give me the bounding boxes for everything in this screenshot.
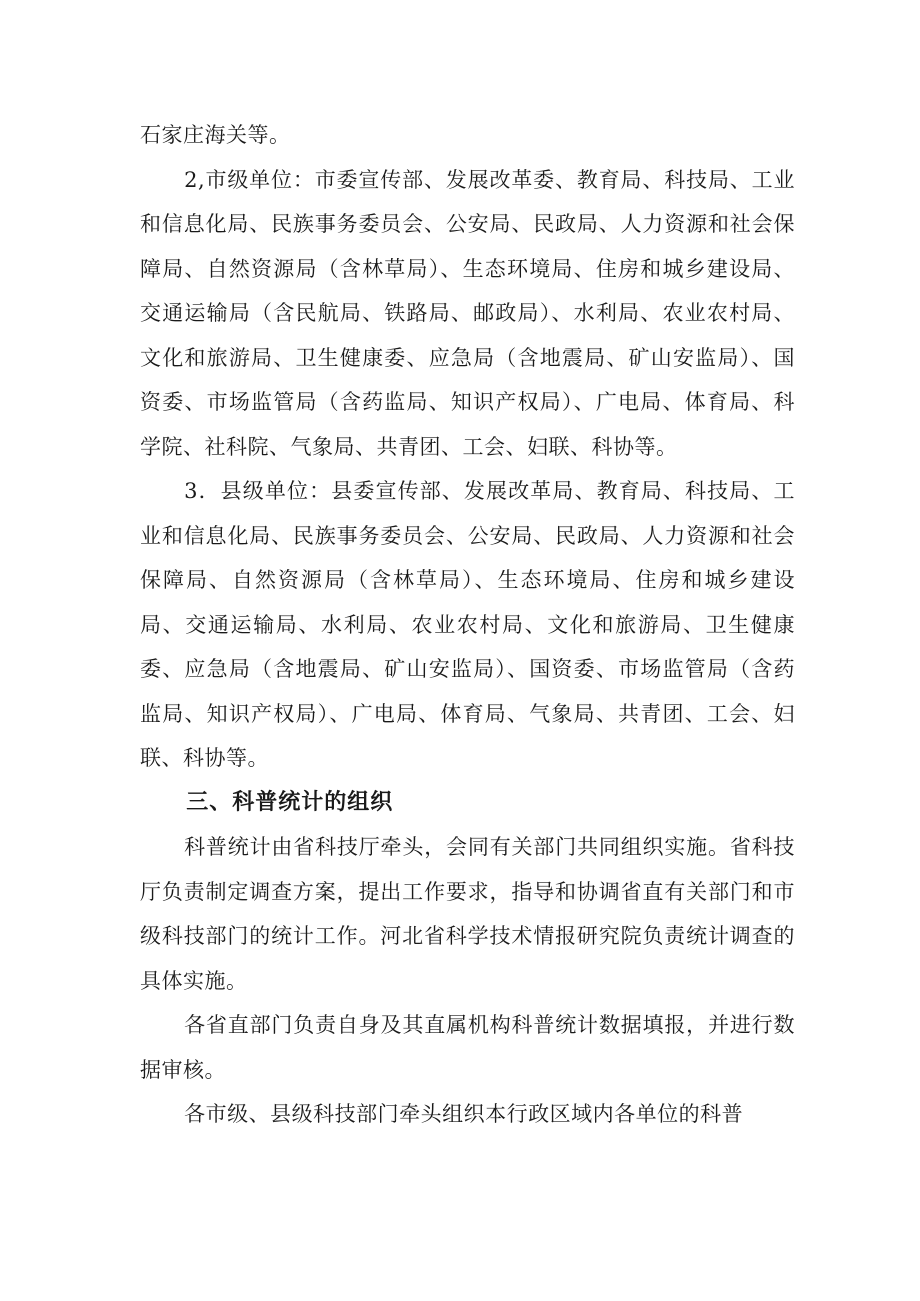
paragraph-provincial-departments: 各省直部门负责自身及其直属机构科普统计数据填报，并进行数据审核。 — [140, 1013, 795, 1082]
paragraph-city-units: 2,市级单位：市委宣传部、发展改革委、教育局、科技局、工业和信息化局、民族事务委员会、公安局、民政局、人力资源和社会保障局、自然资源局（含林草局）、生态环境局、住房和城乡建设局、交通运输局（含民航局、铁路局、邮政局）、水利局、农业农村局、文化和旅游局、卫生健康委、应急局（含地震局、矿山安监局）、国资委、市场监管局（含药监局、知识产权局）、广电局、体育局、科学院、社科院、气象局、共青团、工会、妇联、科协等。 — [140, 167, 795, 459]
document-body — [140, 113, 795, 1137]
paragraph-county-units: 3．县级单位：县委宣传部、发展改革局、教育局、科技局、工业和信息化局、民族事务委员会、公安局、民政局、人力资源和社会保障局、自然资源局（含林草局）、生态环境局、住房和城乡建设局、交通运输局、水利局、农业农村局、文化和旅游局、卫生健康委、应急局（含地震局、矿山安监局）、国资委、市场监管局（含药监局、知识产权局）、广电局、体育局、气象局、共青团、工会、妇联、科协等。 — [140, 479, 795, 770]
paragraph-continuation: 石家庄海关等。 — [140, 123, 291, 147]
section-heading-organization: 三、科普统计的组织 — [186, 789, 394, 815]
paragraph-organization: 科普统计由省科技厅牵头，会同有关部门共同组织实施。省科技厅负责制定调查方案，提出工作要求，指导和协调省直有关部门和市级科技部门的统计工作。河北省科学技术情报研究院负责统计调查的具体实施。 — [140, 835, 795, 993]
paragraph-local-departments: 各市级、县级科技部门牵头组织本行政区域内各单位的科普 — [184, 1102, 744, 1126]
